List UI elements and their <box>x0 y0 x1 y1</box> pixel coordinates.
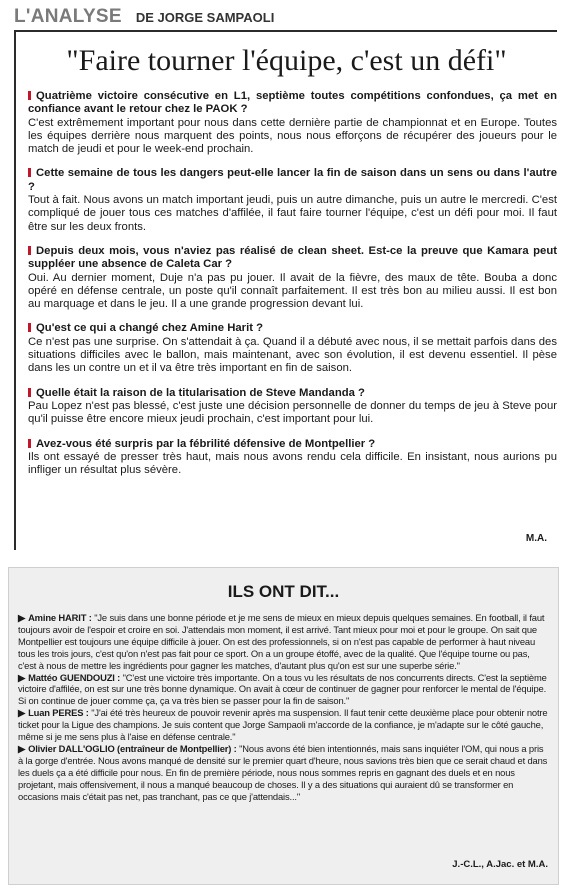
section-header <box>14 6 274 30</box>
red-bar-icon <box>28 168 31 177</box>
question: Quatrième victoire consécutive en L1, septième toutes compétitions confondues, ça met en confiance avant le retour chez le PAOK ? <box>28 90 557 116</box>
qa-item <box>16 167 557 233</box>
quote-text: "Nous avons été bien intentionnés, mais sans inquiéter l'OM, qui nous a pris à la gorge d'entrée. Nous avons manqué de densité sur le premier quart d'heure, nous savions très bien que ce serait chaud et dans les duels ça a été difficile pour nous. En fin de première période, nous nous sommes repris en gagnant des duels et en nous projetant, mais offensivement, il nous a manqué beaucoup de choses. Il y a des situations qui auraient dû se transformer en occasions mais c'était pas net, pas tranchant, pas ce que j'attendais..." <box>18 742 548 802</box>
quote-item <box>18 707 549 743</box>
red-bar-icon <box>28 323 31 332</box>
answer: C'est extrêmement important pour nous dans cette dernière partie de championnat et en Europe. Toutes les équipes derrière nous marquent des points, nous nous efforçons de récupérer des joueurs pour le match de jeudi et pour le week-end prochain. <box>28 116 557 156</box>
interview-article <box>14 30 557 550</box>
byline: DE JORGE SAMPAOLI <box>135 10 275 25</box>
answer: Oui. Au dernier moment, Duje n'a pas pu jouer. Il avait de la fièvre, des maux de tête. Bouba a donc opéré en défense centrale, un poste qu'il connaît parfaitement. Il est très bon au milieu aussi. Il est bon au marquage et dans le jeu. Il a une grande progression devant lui. <box>28 271 557 311</box>
rubric-label: L'ANALYSE <box>14 6 122 27</box>
question: Qu'est ce qui a changé chez Amine Harit ? <box>28 322 557 335</box>
quote-speaker: Luan PERES : <box>28 707 89 719</box>
red-bar-icon <box>28 246 31 255</box>
quote-text: "Je suis dans une bonne période et je me sens de mieux en mieux depuis quelques semaines. En football, il faut toujours avoir de l'espoir et croire en soi. J'attendais mon moment, il est arrivé. Tant mieux pour moi et pour le groupe. On sait que Montpellier est toujours une équipe difficile à jouer. On est des professionnels, si on n'est pas capable de performer à haut niveau tous les trois jours, c'est qu'on n'est pas fait pour ce sport. On a un groupe étoffé, avec de la qualité. Que l'équipe tourne ou pas, c'est à nous de mettre les ingrédients pour gagner les matches, d'autant plus qu'on est sur une superbe série." <box>18 612 545 671</box>
question: Cette semaine de tous les dangers peut-elle lancer la fin de saison dans un sens ou dans l'autre ? <box>28 167 557 193</box>
qa-item <box>16 322 557 375</box>
article-signature: M.A. <box>525 533 547 544</box>
red-bar-icon <box>28 439 31 448</box>
question: Avez-vous été surpris par la fébrilité défensive de Montpellier ? <box>28 438 557 451</box>
triangle-right-icon: ▶ <box>18 671 26 683</box>
headline: "Faire tourner l'équipe, c'est un défi" <box>66 44 507 77</box>
quote-item <box>18 612 549 672</box>
answer: Tout à fait. Nous avons un match important jeudi, puis un autre dimanche, puis un autre le mercredi. C'est compliqué de jouer tous ces matches d'affilée, il faut faire tourner l'équipe, c'est un défi pour moi. Il faut être sur les deux fronts. <box>28 194 557 233</box>
quote-item <box>18 743 549 803</box>
qa-item <box>16 438 557 478</box>
quote-speaker: Amine HARIT : <box>28 612 92 623</box>
answer: Ils ont essayé de presser très haut, mais nous avons rendu cela difficile. En insistant, nous aurions pu infliger un résultat plus sévère. <box>28 450 557 477</box>
quote-item <box>18 672 549 708</box>
question: Depuis deux mois, vous n'aviez pas réalisé de clean sheet. Est-ce la preuve que Kamara peut suppléer une absence de Caleta Car ? <box>28 244 557 271</box>
qa-item <box>16 245 557 311</box>
quote-speaker: Mattéo GUENDOUZI : <box>28 671 121 683</box>
sidebar-title: ILS ONT DIT... <box>227 582 340 601</box>
red-bar-icon <box>28 91 31 100</box>
qa-item <box>16 90 557 156</box>
quote-speaker: Olivier DALL'OGLIO (entraîneur de Montpellier) : <box>28 742 237 754</box>
answer: Pau Lopez n'est pas blessé, c'est juste une décision personnelle de donner du temps de jeu à Steve pour qu'il puisse être encore mieux jeudi prochain, c'est important pour lui. <box>28 399 557 426</box>
quote-text: "C'est une victoire très importante. On a tous vu les résultats de nos concurrents directs. C'est la septième victoire d'affilée, on est sur une très bonne dynamique. On avait à cœur de continuer de gagner pour renforcer le mental de l'équipe. Si on continue de jouer comme ça, ça va très bien se passer pour la fin de saison." <box>18 671 547 707</box>
question: Quelle était la raison de la titularisation de Steve Mandanda ? <box>28 387 557 400</box>
qa-item <box>16 387 557 427</box>
sidebar-signature: J.-C.L., A.Jac. et M.A. <box>452 859 548 870</box>
triangle-right-icon: ▶ <box>18 707 26 719</box>
triangle-right-icon: ▶ <box>18 612 26 623</box>
answer: Ce n'est pas une surprise. On s'attendait à ça. Quand il a débuté avec nous, il se mettait parfois dans des situations difficiles avec le ballon, mais maintenant, avec son évolution, il est devenu essentiel. Il pèse dans les un contre un et il va être très important en fin de saison. <box>28 335 557 375</box>
triangle-right-icon: ▶ <box>18 742 26 754</box>
quotes-sidebar <box>8 567 559 885</box>
quote-text: "J'ai été très heureux de pouvoir revenir après ma suspension. Il faut tenir cette deuxième place pour obtenir notre ticket pour la Ligue des champions. Je suis content que Jorge Sampaoli m'accorde de la confiance, je m'adapte sur le côté gauche, même si je me sens plus à l'aise en défense centrale." <box>18 707 548 743</box>
red-bar-icon <box>28 388 31 397</box>
